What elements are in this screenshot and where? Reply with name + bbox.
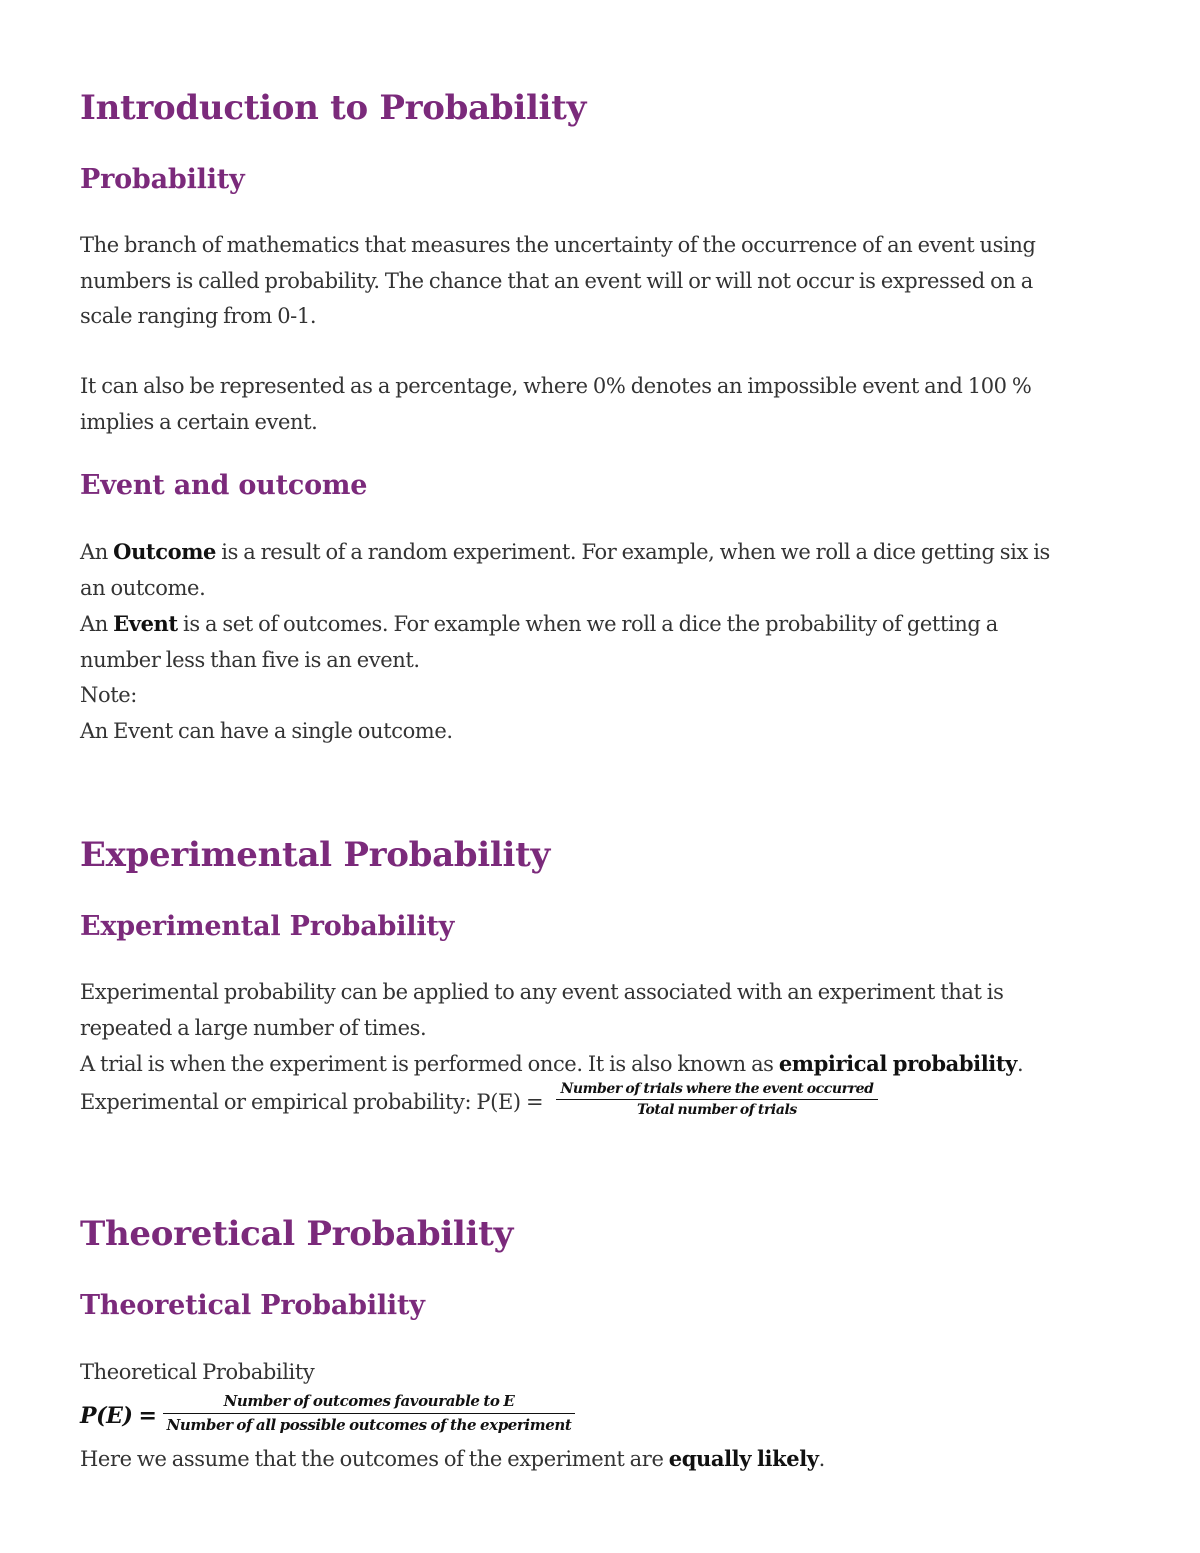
text-line: repeated a large number of times. — [80, 1015, 427, 1040]
text-fragment: . — [818, 1446, 825, 1471]
formula-label: Experimental or empirical probability: P(E) = — [80, 1089, 544, 1114]
text-line: implies a certain event. — [80, 409, 318, 434]
text-fragment: is a set of outcomes. For example when we roll a dice the probability of getting a — [183, 612, 998, 636]
paragraph-event-outcome — [80, 534, 1125, 749]
term-equally-likely: equally likely — [668, 1445, 819, 1471]
note-text: An Event can have a single outcome. — [80, 718, 453, 743]
text-fragment: An — [80, 540, 108, 564]
subheading-experimental-probability: Experimental Probability — [80, 911, 455, 942]
term-event: Event — [113, 611, 178, 636]
text-line: The branch of mathematics that measures the uncertainty of the occurrence of an event using — [80, 233, 1036, 257]
fraction-experimental — [556, 1079, 877, 1120]
text-line — [80, 1441, 1125, 1478]
text-fragment: An — [80, 612, 108, 636]
term-empirical-probability: empirical probability — [778, 1051, 1017, 1076]
paragraph-experimental — [80, 975, 1125, 1124]
subheading-theoretical-probability: Theoretical Probability — [80, 1290, 425, 1321]
note-label: Note: — [80, 683, 137, 707]
paragraph-probability-percentage — [80, 369, 1125, 440]
formula-line-theoretical — [80, 1391, 1125, 1441]
text-line: numbers is called probability. The chance that an event will or will not occur is expressed on a — [80, 268, 1033, 293]
text-line — [80, 534, 1125, 571]
text-line — [80, 606, 1125, 643]
text-line: It can also be represented as a percentage, where 0% denotes an impossible event and 100 % — [80, 374, 1032, 398]
section-title-experimental: Experimental Probability — [80, 835, 550, 875]
fraction-denominator: Number of all possible outcomes of the experiment — [166, 1415, 572, 1434]
fraction-theoretical — [163, 1390, 576, 1437]
fraction-numerator: Number of outcomes favourable to E — [163, 1390, 576, 1414]
fraction-numerator: Number of trials where the event occurred — [556, 1079, 877, 1100]
text-line: scale ranging from 0-1. — [80, 304, 317, 328]
text-fragment: . — [1016, 1052, 1024, 1076]
paragraph-theoretical — [80, 1355, 1125, 1477]
subheading-probability: Probability — [80, 164, 245, 195]
text-line: Experimental probability can be applied to any event associated with an experiment that is — [80, 980, 1004, 1004]
text-fragment: Here we assume that the outcomes of the experiment are — [80, 1446, 664, 1471]
term-outcome: Outcome — [113, 539, 217, 564]
fraction-denominator: Total number of trials — [637, 1101, 797, 1118]
text-line — [80, 1046, 1125, 1083]
section-title-theoretical: Theoretical Probability — [80, 1214, 514, 1254]
subheading-event-and-outcome: Event and outcome — [80, 470, 368, 501]
text-line: number less than five is an event. — [80, 647, 420, 672]
formula-equals: = — [138, 1402, 157, 1429]
section-title-introduction: Introduction to Probability — [80, 88, 587, 128]
formula-lhs: P(E) — [80, 1402, 133, 1429]
text-fragment: A trial is when the experiment is performed once. It is also known as — [80, 1052, 774, 1076]
text-fragment: is a result of a random experiment. For example, when we roll a dice getting six is — [221, 540, 1050, 564]
text-line: Theoretical Probability — [80, 1360, 315, 1384]
formula-line-experimental — [80, 1080, 1125, 1124]
text-line: an outcome. — [80, 575, 206, 600]
paragraph-probability-definition — [80, 228, 1125, 335]
